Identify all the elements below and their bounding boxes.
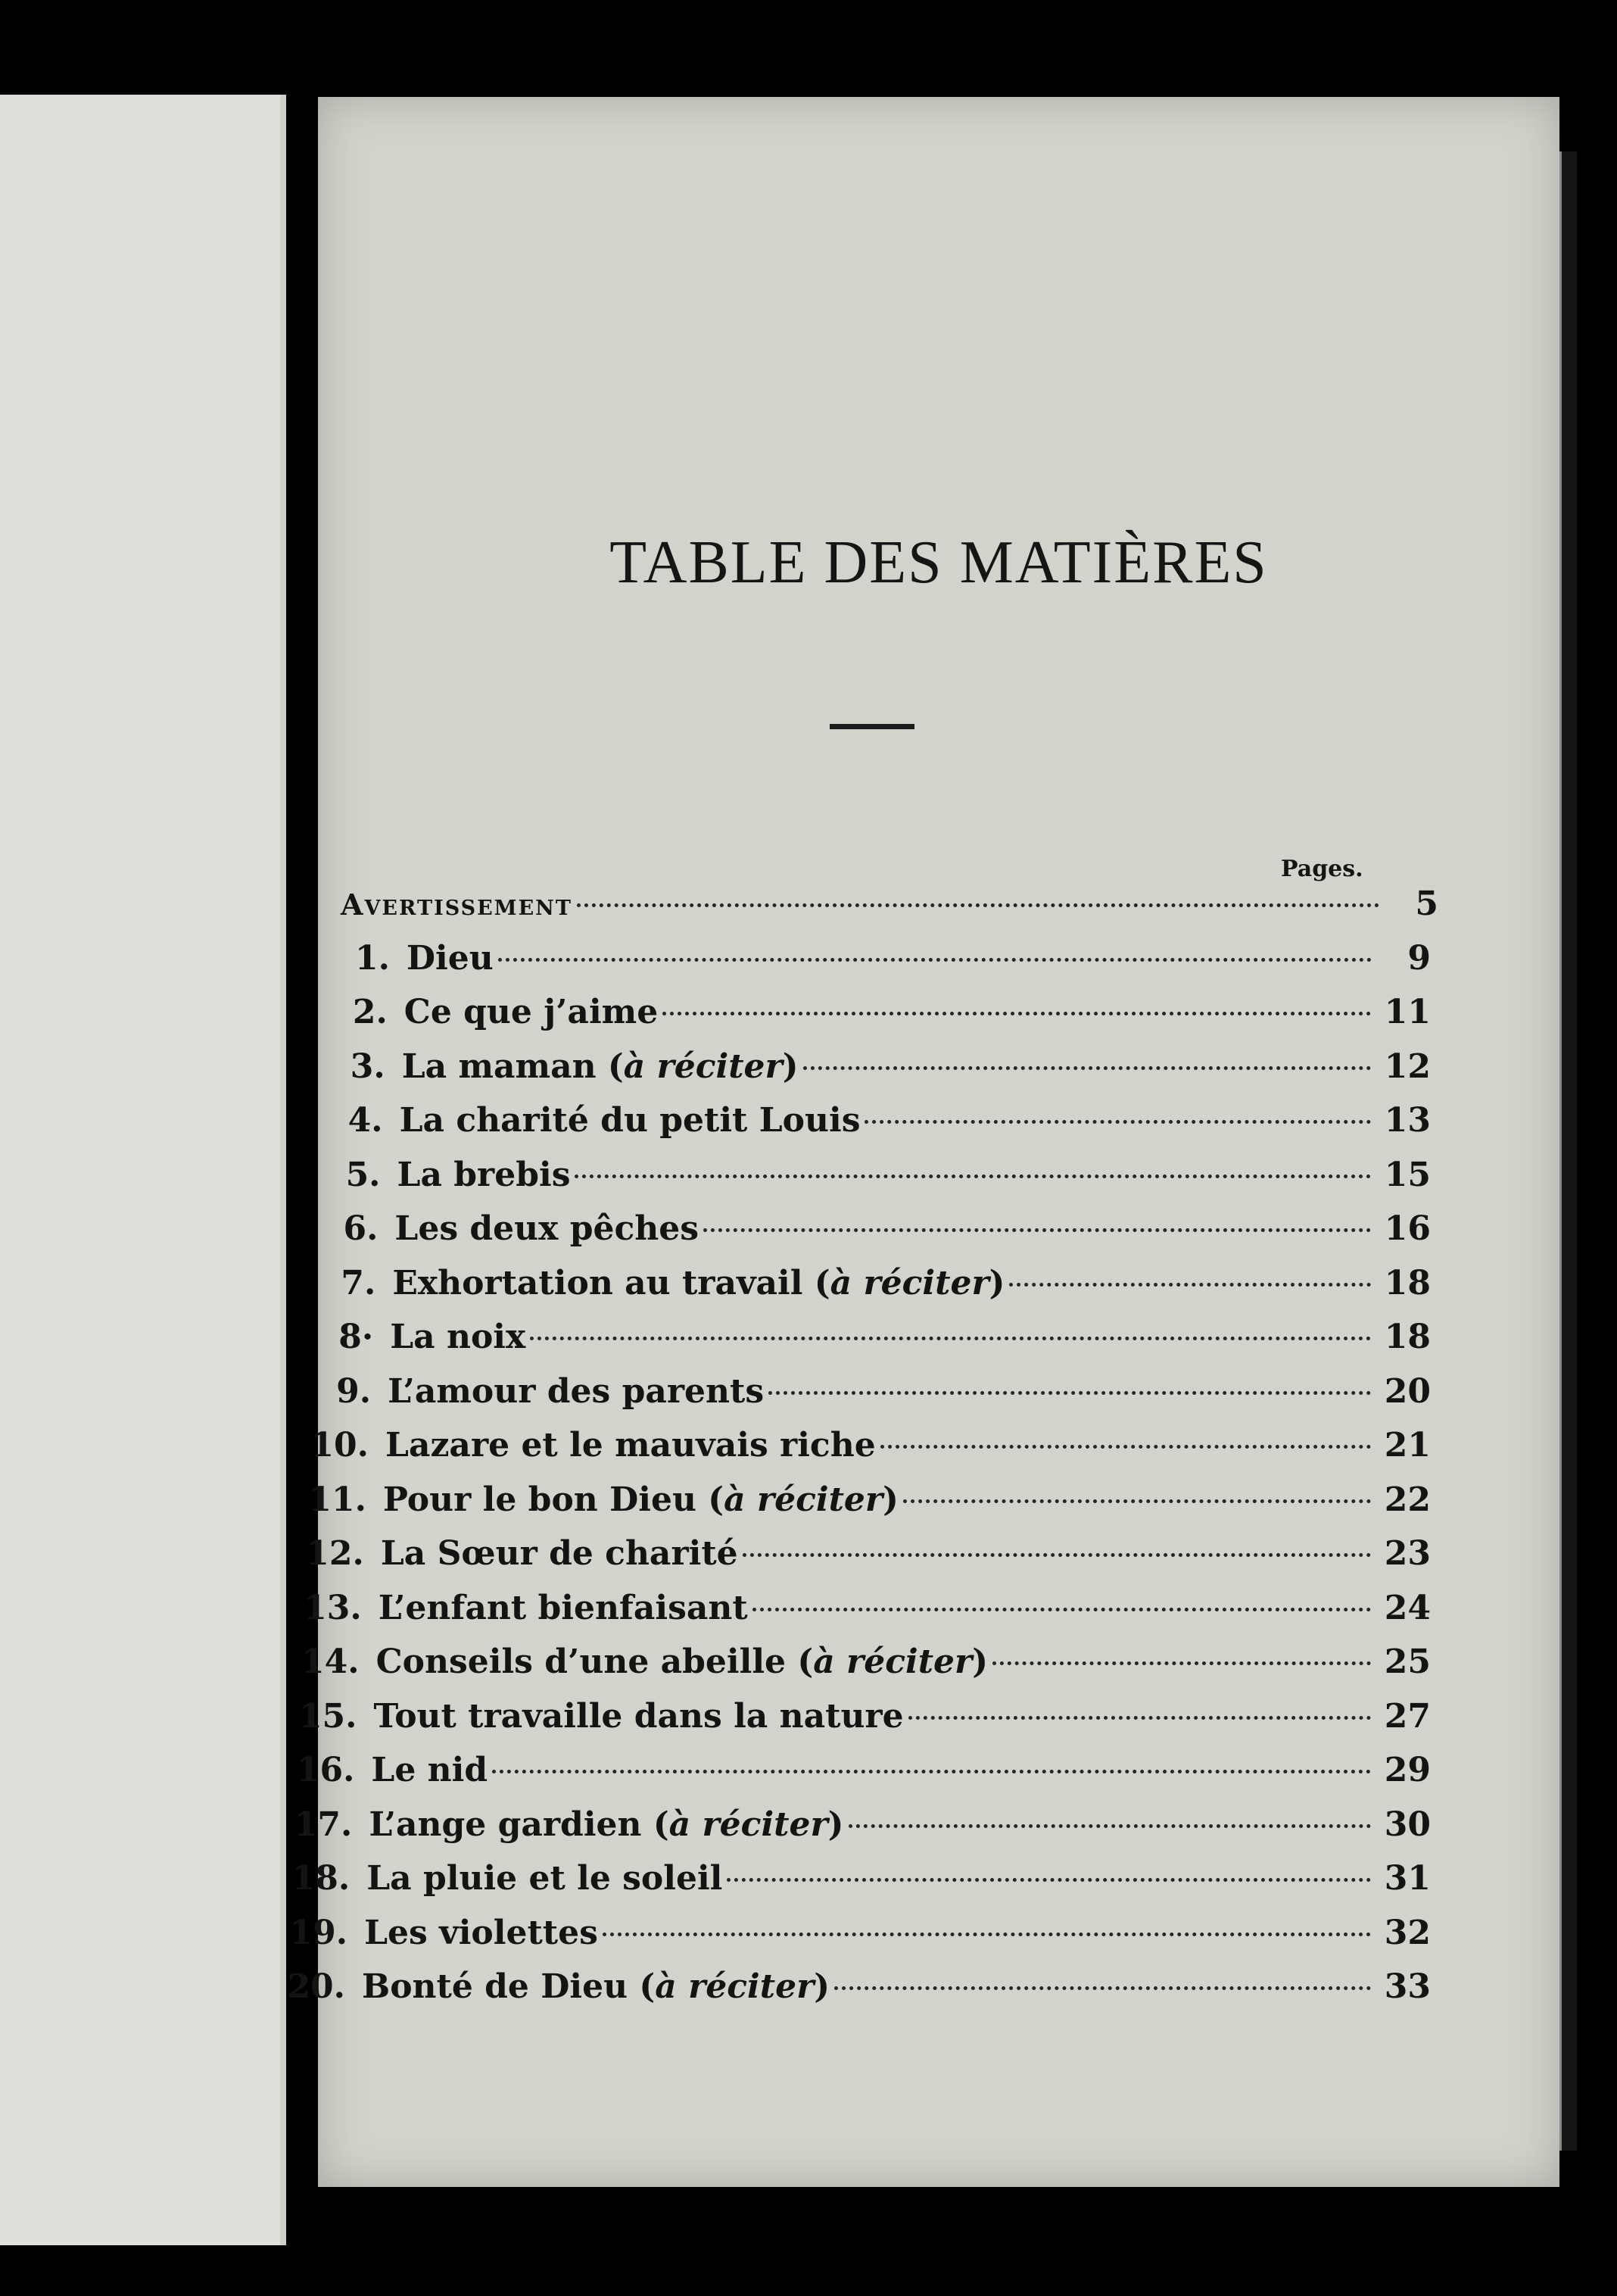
toc-entry-3 — [326, 1047, 1431, 1093]
dot-leader — [575, 1175, 1370, 1178]
dot-leader — [703, 1228, 1371, 1232]
dot-leader — [880, 1445, 1371, 1449]
entry-title: Dieu — [406, 938, 494, 978]
entry-page-number: 24 — [1384, 1588, 1431, 1627]
entry-page-number: 13 — [1384, 1101, 1431, 1140]
entry-number: 8· — [338, 1318, 374, 1356]
dot-leader — [492, 1770, 1371, 1773]
dot-leader — [727, 1878, 1370, 1882]
entry-page-number: 20 — [1384, 1371, 1431, 1411]
entry-title: Exhortation au travail (à réciter) — [392, 1263, 1005, 1302]
entry-title: La pluie et le soleil — [366, 1859, 723, 1898]
dot-leader — [834, 1986, 1371, 1990]
entry-page-number: 27 — [1384, 1696, 1431, 1736]
entry-page-number: 9 — [1407, 938, 1431, 978]
entry-title: Tout travaille dans la nature — [373, 1696, 904, 1736]
entry-title: Bonté de Dieu (à réciter) — [362, 1967, 830, 2006]
toc-entry-5 — [322, 1156, 1432, 1201]
dot-leader — [992, 1661, 1371, 1665]
dot-leader — [865, 1120, 1370, 1124]
toc-entry-4 — [324, 1101, 1431, 1146]
entry-title: La maman (à réciter) — [401, 1047, 799, 1086]
entry-number: 9. — [336, 1371, 372, 1411]
toc-entry-18 — [291, 1859, 1431, 1904]
toc-entry-8 — [314, 1318, 1431, 1363]
facing-page — [0, 95, 286, 2245]
toc-entry-1 — [331, 939, 1431, 984]
entry-page-number: 22 — [1384, 1480, 1431, 1519]
entry-number: 17. — [294, 1805, 353, 1844]
entry-number: 20. — [287, 1967, 345, 2006]
toc-entry-20 — [286, 1967, 1431, 2013]
entry-number: 11. — [308, 1480, 366, 1519]
entry-title: Pour le bon Dieu (à réciter) — [382, 1480, 899, 1519]
entry-number: 14. — [301, 1642, 360, 1681]
entry-number: 12. — [306, 1534, 364, 1573]
toc-entry-15 — [298, 1697, 1432, 1742]
entry-title: Le nid — [371, 1751, 488, 1789]
entry-number: 15. — [298, 1696, 357, 1736]
entry-page-number: 30 — [1384, 1805, 1431, 1844]
entry-page-number: 5 — [1415, 884, 1438, 923]
entry-page-number: 12 — [1384, 1047, 1431, 1086]
entry-page-number: 32 — [1384, 1913, 1431, 1952]
entry-page-number: 21 — [1384, 1426, 1431, 1465]
dot-leader — [743, 1553, 1371, 1557]
toc-entry-13 — [303, 1589, 1431, 1634]
dot-leader — [849, 1824, 1371, 1828]
entry-title: Avertissement — [341, 888, 572, 922]
entry-number: 13. — [304, 1588, 362, 1627]
entry-page-number: 15 — [1384, 1155, 1431, 1194]
entry-number: 10. — [310, 1426, 369, 1465]
entry-number: 7. — [341, 1263, 376, 1302]
entry-title: La Sœur de charité — [380, 1534, 738, 1573]
entry-title: La noix — [390, 1318, 526, 1356]
book-page — [287, 97, 1559, 2187]
entry-page-number: 33 — [1384, 1967, 1431, 2006]
toc-entry-16 — [295, 1751, 1431, 1796]
entry-title: La charité du petit Louis — [399, 1101, 861, 1140]
entry-title: L’amour des parents — [388, 1371, 765, 1411]
title-rule — [830, 724, 914, 729]
entry-page-number: 11 — [1384, 993, 1431, 1031]
dot-leader — [803, 1066, 1371, 1070]
entry-title: La brebis — [397, 1155, 571, 1194]
toc-entry-12 — [305, 1534, 1431, 1580]
entry-title: L’enfant bienfaisant — [378, 1588, 748, 1627]
dot-leader — [908, 1716, 1371, 1720]
entry-title: Conseils d’une abeille (à réciter) — [375, 1642, 989, 1681]
entry-number: 4. — [347, 1101, 383, 1140]
dot-leader — [577, 903, 1379, 907]
entry-title: L’ange gardien (à réciter) — [369, 1805, 844, 1844]
dot-leader — [498, 958, 1372, 962]
toc-entry-7 — [316, 1264, 1431, 1309]
entry-title: Ce que j’aime — [403, 993, 659, 1031]
entry-page-number: 18 — [1384, 1263, 1431, 1302]
dot-leader — [768, 1391, 1371, 1395]
entry-number: 16. — [296, 1751, 355, 1789]
entry-number: 3. — [350, 1047, 385, 1086]
entry-number: 6. — [343, 1209, 379, 1248]
toc-entry-17 — [293, 1805, 1431, 1851]
entry-number: 18. — [291, 1859, 351, 1898]
toc-entry-11 — [307, 1480, 1431, 1526]
page-title: TABLE DES MATIÈRES — [609, 529, 1268, 596]
toc-entry-6 — [319, 1209, 1431, 1255]
entry-page-number: 31 — [1384, 1859, 1431, 1898]
entry-title: Les deux pêches — [394, 1209, 699, 1248]
toc-entry-14 — [301, 1642, 1431, 1688]
toc-entry-2 — [329, 993, 1431, 1038]
dot-leader — [752, 1608, 1371, 1611]
entry-page-number: 29 — [1384, 1751, 1431, 1789]
entry-title: Les violettes — [364, 1913, 598, 1952]
dot-leader — [662, 1012, 1371, 1015]
entry-number: 19. — [289, 1913, 348, 1952]
dot-leader — [530, 1337, 1371, 1340]
dot-leader — [603, 1933, 1371, 1936]
entry-page-number: 25 — [1384, 1642, 1431, 1681]
toc-entry-9 — [312, 1372, 1431, 1418]
pages-column-label: Pages. — [1281, 856, 1363, 882]
entry-page-number: 18 — [1384, 1318, 1431, 1356]
entry-number: 1. — [354, 938, 390, 978]
entry-number: 2. — [352, 993, 388, 1031]
entry-title: Lazare et le mauvais riche — [385, 1426, 876, 1465]
entry-number: 5. — [345, 1155, 381, 1194]
dot-leader — [1009, 1283, 1370, 1287]
toc-entry-10 — [310, 1426, 1431, 1471]
dot-leader — [903, 1499, 1371, 1503]
entry-page-number: 23 — [1384, 1534, 1431, 1573]
page-edge — [1559, 151, 1577, 2151]
toc-entry-avertissement — [341, 884, 1438, 930]
toc-entry-19 — [288, 1914, 1431, 1959]
entry-page-number: 16 — [1384, 1209, 1431, 1248]
